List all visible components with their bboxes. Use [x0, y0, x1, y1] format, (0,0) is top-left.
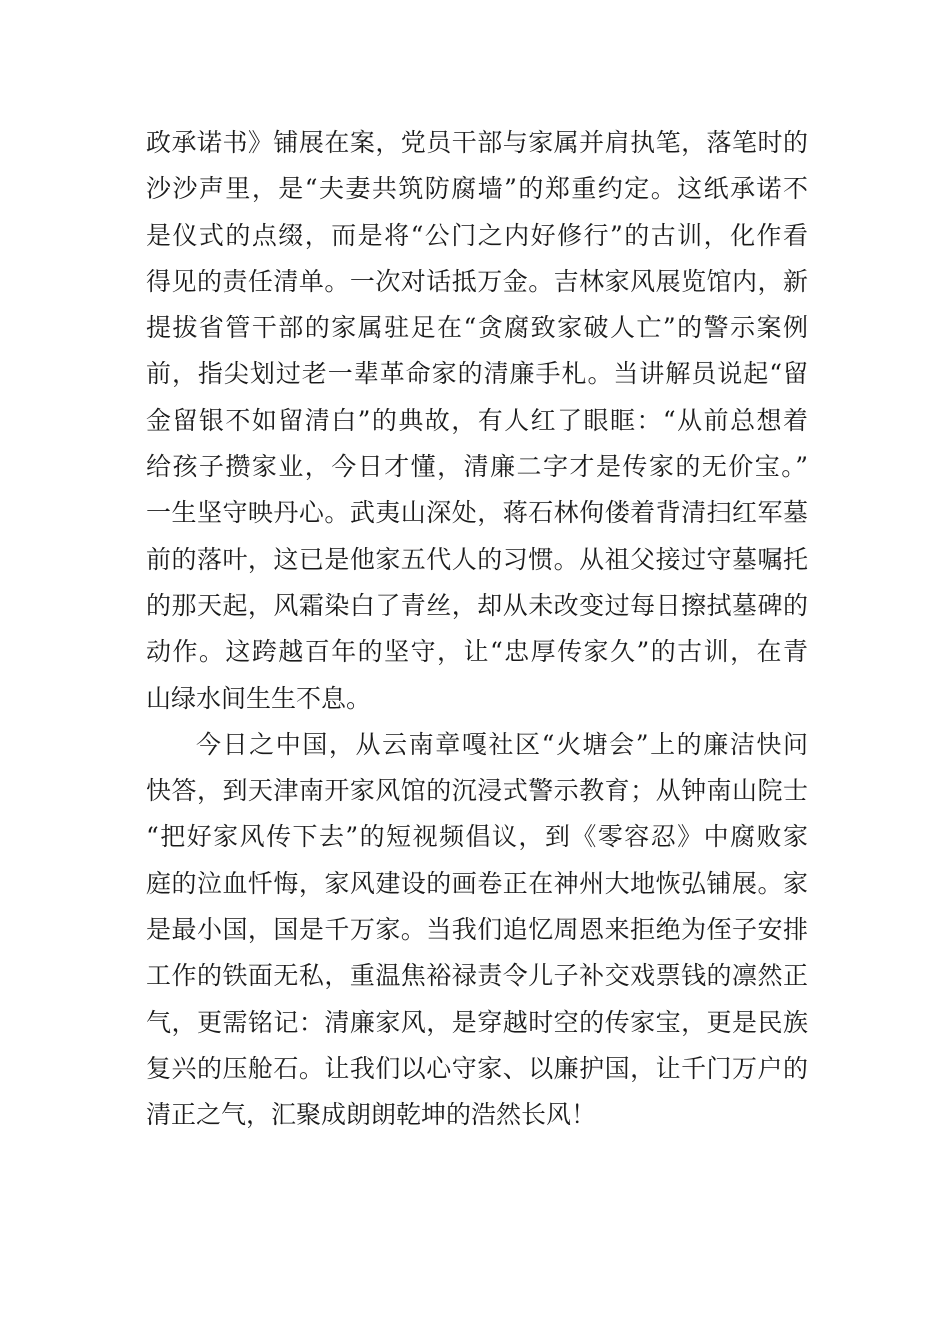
- text-line: 提拔省管干部的家属驻足在“贪腐致家破人亡”的警示案例: [146, 313, 808, 343]
- text-line: 一生坚守映丹心。武夷山深处，蒋石林佝偻着背清扫红军墓: [146, 498, 808, 528]
- text-line: 前，指尖划过老一辈革命家的清廉手札。当讲解员说起“留: [146, 359, 808, 389]
- text-line: 清正之气，汇聚成朗朗乾坤的浩然长风！: [146, 1100, 597, 1130]
- text-line: “把好家风传下去”的短视频倡议，到《零容忍》中腐败家: [146, 822, 808, 852]
- text-line: 政承诺书》铺展在案，党员干部与家属并肩执笔，落笔时的: [146, 128, 808, 157]
- text-line: 工作的铁面无私，重温焦裕禄责令儿子补交戏票钱的凛然正: [146, 961, 808, 991]
- text-line: 的那天起，风霜染白了青丝，却从未改变过每日擦拭墓碑的: [146, 590, 808, 620]
- text-line: 沙沙声里，是“夫妻共筑防腐墙”的郑重约定。这纸承诺不: [146, 174, 808, 204]
- body-text: [146, 120, 808, 1139]
- paragraph-2: [146, 722, 808, 1139]
- text-line: 动作。这跨越百年的坚守，让“忠厚传家久”的古训，在青: [146, 637, 808, 667]
- text-line: 前的落叶，这已是他家五代人的习惯。从祖父接过守墓嘱托: [146, 544, 808, 574]
- text-line: 今日之中国，从云南章嘎社区“火塘会”上的廉洁快问: [196, 729, 808, 759]
- text-line: 快答，到天津南开家风馆的沉浸式警示教育；从钟南山院士: [146, 776, 808, 806]
- text-line: 是最小国，国是千万家。当我们追忆周恩来拒绝为侄子安排: [146, 915, 808, 945]
- text-line: 复兴的压舱石。让我们以心守家、以廉护国，让千门万户的: [146, 1053, 808, 1083]
- text-line: 山绿水间生生不息。: [146, 683, 372, 713]
- text-line: 庭的泣血忏悔，家风建设的画卷正在神州大地恢弘铺展。家: [146, 868, 808, 898]
- text-line: 气，更需铭记：清廉家风，是穿越时空的传家宝，更是民族: [146, 1007, 808, 1037]
- paragraph-1: [146, 120, 808, 722]
- text-line: 得见的责任清单。一次对话抵万金。吉林家风展览馆内，新: [146, 266, 808, 296]
- text-line: 金留银不如留清白”的典故，有人红了眼眶：“从前总想着: [146, 405, 808, 435]
- text-line: 给孩子攒家业，今日才懂，清廉二字才是传家的无价宝。”: [146, 452, 808, 482]
- text-line: 是仪式的点缀，而是将“公门之内好修行”的古训，化作看: [146, 220, 808, 250]
